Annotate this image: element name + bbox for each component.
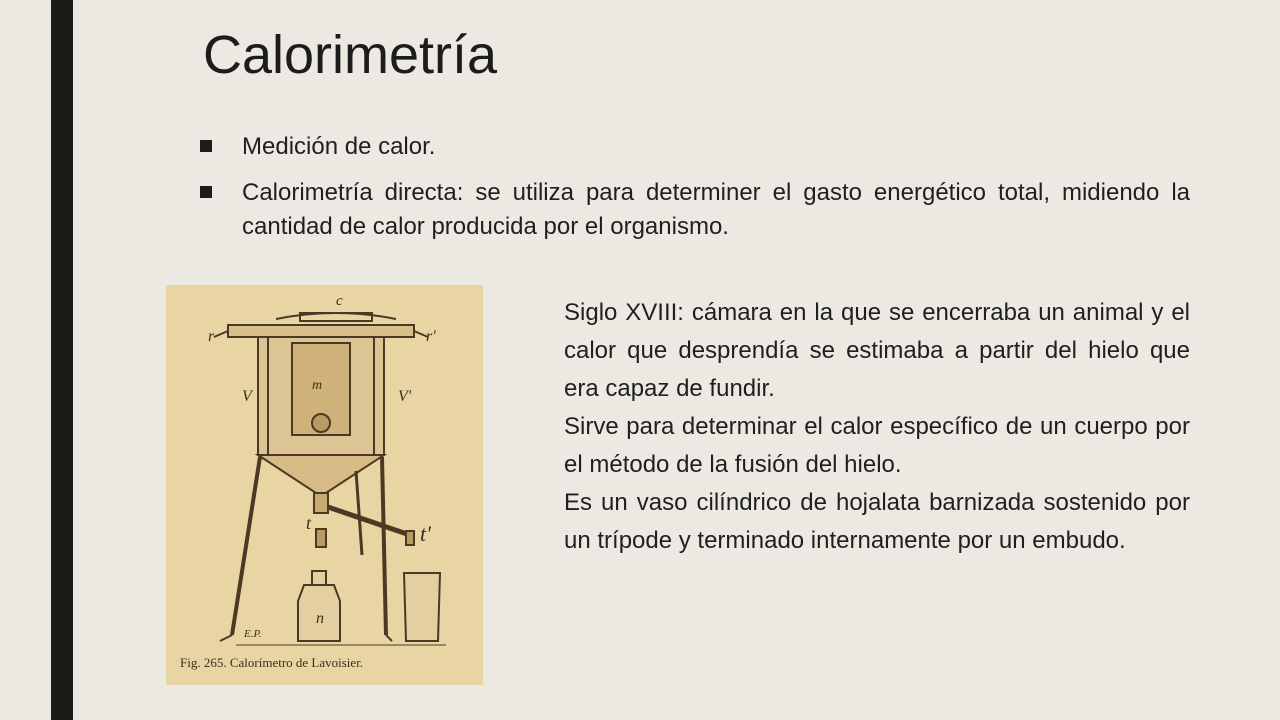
figure-label-m: m: [312, 378, 323, 393]
square-bullet-icon: [200, 140, 212, 152]
description-paragraph: Sirve para determinar el calor específico de un cuerpo por el método de la fusión del hielo.: [564, 413, 1190, 478]
left-accent-bar: [51, 0, 73, 720]
description-paragraph: Siglo XVIII: cámara en la que se encerraba un animal y el calor que desprendía se estimaba a partir del hielo que era capaz de fundir.: [564, 299, 1190, 402]
figure-label-v-right: V': [398, 388, 412, 405]
description-text: [564, 294, 1190, 560]
figure-label-v-left: V: [242, 388, 252, 405]
bullet-list: [200, 130, 1190, 256]
figure-label-t: t: [306, 513, 312, 533]
square-bullet-icon: [200, 186, 212, 198]
figure-label-c: c: [336, 293, 343, 309]
description-paragraph: Es un vaso cilíndrico de hojalata barnizada sostenido por un trípode y terminado internamente por un embudo.: [564, 489, 1190, 554]
bullet-item: [200, 130, 1190, 164]
figure-label-t-prime: t': [420, 521, 431, 546]
figure-label-r-left: r: [208, 328, 215, 345]
figure-label-r-right: r': [426, 328, 436, 345]
bullet-item: [200, 176, 1190, 244]
bullet-text: Calorimetría directa: se utiliza para determiner el gasto energético total, midiendo la cantidad de calor producida por el organismo.: [242, 179, 1190, 240]
slide-title: Calorimetría: [203, 25, 498, 85]
bullet-text: Medición de calor.: [242, 133, 436, 160]
figure-signature: E.P.: [244, 628, 262, 640]
figure-caption: Fig. 265. Calorímetro de Lavoisier.: [180, 655, 364, 670]
lavoisier-calorimeter-illustration: [166, 285, 483, 685]
figure-label-n: n: [316, 610, 324, 627]
